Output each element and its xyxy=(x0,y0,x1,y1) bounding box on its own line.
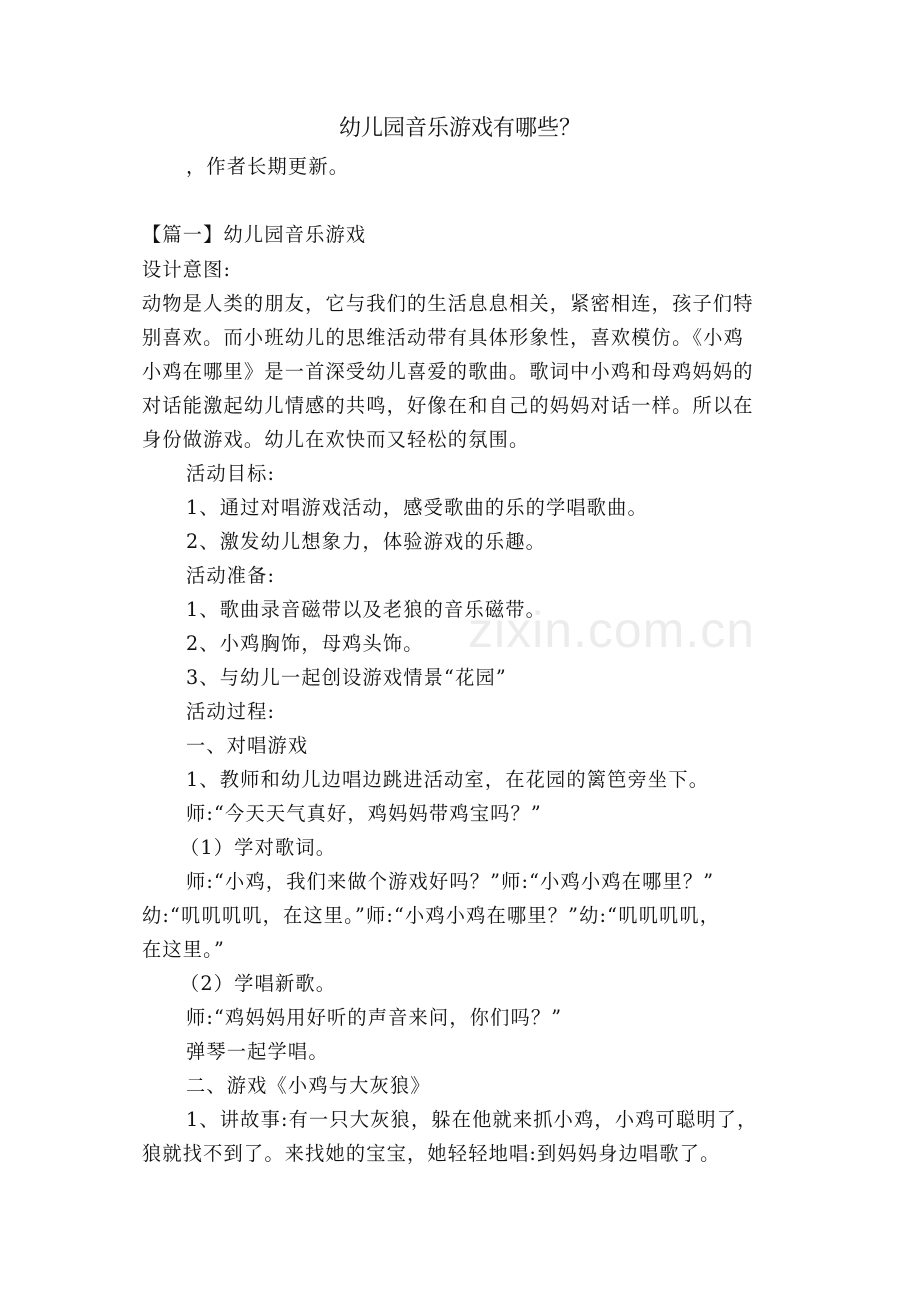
watermark: zixin.com.cn xyxy=(468,602,756,658)
sub-heading: （1）学对歌词。 xyxy=(180,836,337,859)
part-heading: 一、对唱游戏 xyxy=(186,734,309,757)
dialog-line: 在这里。” xyxy=(142,938,225,961)
subtitle: ，作者长期更新。 xyxy=(186,155,350,178)
prep-item: 1、歌曲录音磁带以及老狼的音乐磁带。 xyxy=(186,598,546,621)
prep-item: 2、小鸡胸饰，母鸡头饰。 xyxy=(186,632,424,655)
design-label: 设计意图: xyxy=(142,258,232,281)
design-paragraph-line: 对话能激起幼儿情感的共鸣，好像在和自己的妈妈对话一样。所以在 xyxy=(142,394,754,417)
design-paragraph-line: 动物是人类的朋友，它与我们的生活息息相关，紧密相连，孩子们特 xyxy=(142,292,754,315)
teacher-line: 师:“今天天气真好，鸡妈妈带鸡宝吗？” xyxy=(186,802,542,825)
dialog-line: 师:“小鸡，我们来做个游戏好吗？”师:“小鸡小鸡在哪里？” xyxy=(186,870,715,893)
prep-item: 3、与幼儿一起创设游戏情景“花园” xyxy=(186,666,507,689)
section-heading: 【篇一】幼儿园音乐游戏 xyxy=(142,223,367,246)
story-line: 狼就找不到了。来找她的宝宝，她轻轻地唱:到妈妈身边唱歌了。 xyxy=(142,1142,721,1165)
teacher-line: 师:“鸡妈妈用好听的声音来问，你们吗？” xyxy=(186,1006,563,1029)
step-item: 1、教师和幼儿边唱边跳进活动室，在花园的篱笆旁坐下。 xyxy=(186,768,710,791)
prep-label: 活动准备: xyxy=(186,564,276,587)
design-paragraph-line: 小鸡在哪里》是一首深受幼儿喜爱的歌曲。歌词中小鸡和母鸡妈妈的 xyxy=(142,360,754,383)
sub-heading: （2）学唱新歌。 xyxy=(180,972,337,995)
process-label: 活动过程: xyxy=(186,700,276,723)
piano-line: 弹琴一起学唱。 xyxy=(186,1040,329,1063)
design-paragraph-line: 身份做游戏。幼儿在欢快而又轻松的氛围。 xyxy=(142,428,530,451)
design-paragraph-line: 别喜欢。而小班幼儿的思维活动带有具体形象性，喜欢模仿。《小鸡 xyxy=(142,326,745,349)
goals-label: 活动目标: xyxy=(186,462,276,485)
dialog-line: 幼:“叽叽叽叽，在这里。”师:“小鸡小鸡在哪里？”幼:“叽叽叽叽， xyxy=(142,904,721,927)
part-heading: 二、游戏《小鸡与大灰狼》 xyxy=(186,1074,431,1097)
goal-item: 2、激发幼儿想象力，体验游戏的乐趣。 xyxy=(186,530,546,553)
story-line: 1、讲故事:有一只大灰狼，躲在他就来抓小鸡，小鸡可聪明了， xyxy=(186,1108,758,1131)
goal-item: 1、通过对唱游戏活动，感受歌曲的乐的学唱歌曲。 xyxy=(186,496,648,519)
document-title: 幼儿园音乐游戏有哪些？ xyxy=(338,116,581,141)
